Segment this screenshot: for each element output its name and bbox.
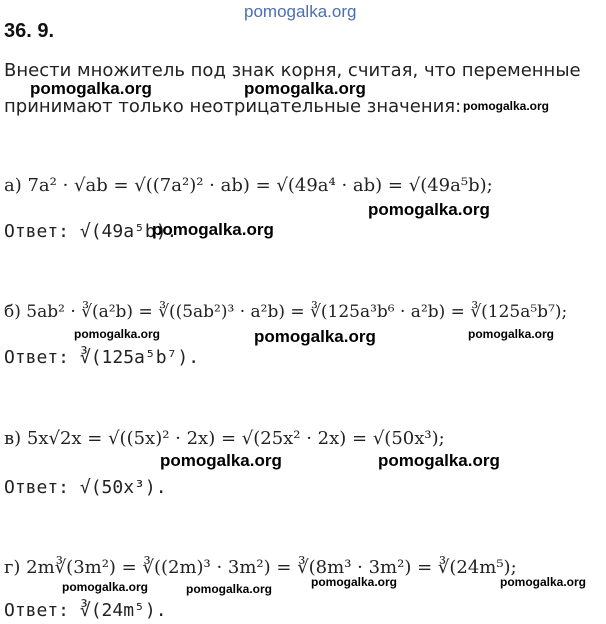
answer-b: Ответ: ∛(125a⁵b⁷). — [4, 347, 200, 368]
equation-d: г) 2m∛(3m²) = ∛((2m)³ · 3m²) = ∛(8m³ · 3m²) = ∛(24m⁵); — [4, 557, 517, 578]
answer-d: Ответ: ∛(24m⁵). — [4, 600, 167, 621]
watermark: pomogalka.org — [311, 575, 398, 589]
watermark: pomogalka.org — [244, 79, 366, 98]
watermark-top: pomogalka.org — [244, 2, 357, 21]
equation-c: в) 5x√2x = √((5x)² · 2x) = √(25x² · 2x) = √(50x³); — [4, 428, 445, 449]
watermark: pomogalka.org — [62, 580, 149, 594]
watermark: pomogalka.org — [186, 582, 273, 596]
watermark: pomogalka.org — [74, 327, 161, 341]
problem-line-2: принимают только неотрицательные значения: — [4, 96, 462, 117]
watermark: pomogalka.org — [152, 220, 274, 239]
watermark: pomogalka.org — [254, 327, 376, 346]
watermark: pomogalka.org — [500, 575, 587, 589]
watermark: pomogalka.org — [468, 327, 555, 341]
problem-line-1: Внести множитель под знак корня, считая, что переменные — [4, 60, 581, 81]
answer-a: Ответ: √(49a⁵b). — [4, 221, 178, 242]
answer-c: Ответ: √(50x³). — [4, 477, 167, 498]
watermark: pomogalka.org — [463, 99, 550, 113]
watermark: pomogalka.org — [368, 200, 490, 219]
problem-number: 36. 9. — [4, 20, 55, 42]
equation-a: а) 7a² · √ab = √((7a²)² · ab) = √(49a⁴ · ab) = √(49a⁵b); — [4, 175, 493, 196]
equation-b: б) 5ab² · ∛(a²b) = ∛((5ab²)³ · a²b) = ∛(125a³b⁶ · a²b) = ∛(125a⁵b⁷); — [4, 302, 568, 322]
watermark: pomogalka.org — [378, 451, 500, 470]
watermark: pomogalka.org — [30, 79, 152, 98]
watermark: pomogalka.org — [160, 451, 282, 470]
